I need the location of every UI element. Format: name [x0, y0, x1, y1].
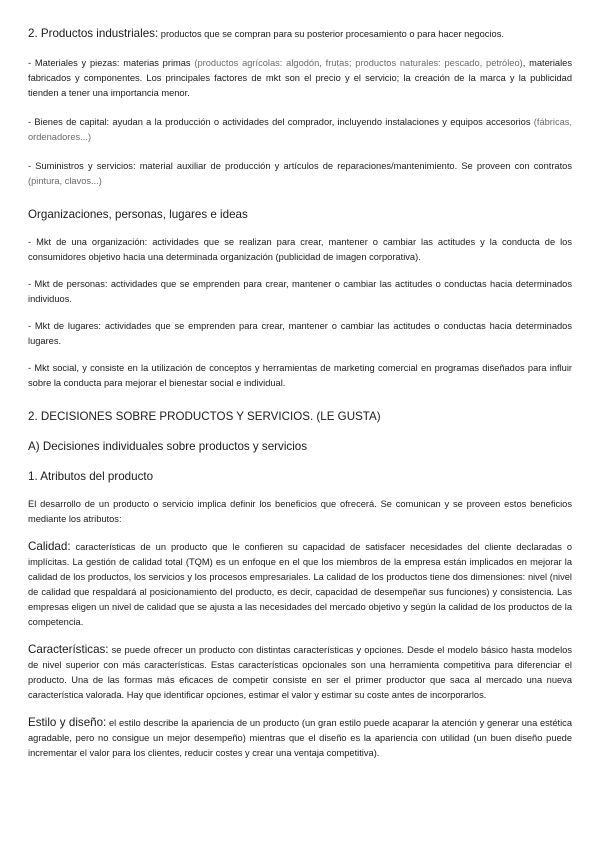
mkt-people-paragraph: - Mkt de personas: actividades que se emprenden para crear, mantener o cambiar las actitudes o conductas hacia determinados individuos. — [28, 279, 572, 304]
features-lead: Características: — [28, 643, 109, 656]
design-lead: Estilo y diseño: — [28, 716, 107, 729]
supplies-lead: - Suministros y servicios: material auxiliar de producción y artículos de reparaciones/mantenimiento. Se proveen con contratos — [28, 161, 572, 171]
materials-rest: , materiales fabricados y componentes. Los principales factores de mkt son el precio y el servicio; la creación de la marca y la publicidad tienden a tener una importancia menor. — [28, 58, 572, 98]
quality-lead: Calidad: — [28, 540, 71, 553]
industrial-products-desc: productos que se compran para su posterior procesamiento o para hacer negocios. — [158, 29, 504, 39]
design-text: el estilo describe la apariencia de un producto (un gran estilo puede acaparar la atención y generar una estética agradable, pero no consigue un mejor desempeño) mientras que el diseño es la apariencia con utilidad (un buen diseño puede incrementar el valor para los clientes, reducir costes y crear una ventaja competitiva). — [28, 718, 572, 758]
mkt-places-paragraph: - Mkt de lugares: actividades que se emprenden para crear, mantener o cambiar las actitudes o conductas hacia determinados lugares. — [28, 321, 572, 346]
attributes-intro-paragraph: El desarrollo de un producto o servicio implica definir los beneficios que ofrecerá. Se comunican y se proveen estos beneficios mediante los atributos: — [28, 499, 572, 524]
capital-goods-paragraph — [28, 115, 572, 145]
capital-goods-examples: (fábricas, ordenadores...) — [28, 117, 572, 142]
industrial-products-paragraph — [28, 26, 572, 42]
quality-paragraph — [28, 539, 572, 630]
quality-text: características de un producto que le confieren su capacidad de satisfacer necesidades del cliente declaradas o implícitas. La gestión de calidad total (TQM) es un enfoque en el que los miembros de la empresa están implicados en mejorar la calidad de los productos, los servicios y los procesos empresariales. La calidad de los productos tiene dos dimensiones: nivel (nivel de calidad que respaldará al posicionamiento del producto, es decir, capacidad de desempeñar sus funciones) y consistencia. Las empresas eligen un nivel de calidad que se ajusta a las necesidades del mercado objetivo y según la calidad de los productos de la competencia. — [28, 542, 572, 627]
individual-decisions-heading: A) Decisiones individuales sobre productos y servicios — [28, 440, 308, 453]
decisions-heading: 2. DECISIONES SOBRE PRODUCTOS Y SERVICIOS. (LE GUSTA) — [28, 410, 381, 423]
mkt-social-paragraph: - Mkt social, y consiste en la utilización de conceptos y herramientas de marketing comercial en programas diseñados para influir sobre la conducta para mejorar el bienestar social e individual. — [28, 363, 572, 388]
materials-paragraph — [28, 56, 572, 101]
capital-goods-lead: - Bienes de capital: ayudan a la producción o actividades del comprador, incluyendo instalaciones y equipos accesorios — [28, 117, 534, 127]
supplies-paragraph — [28, 159, 572, 189]
features-text: se puede ofrecer un producto con distintas características y opciones. Desde el modelo básico hasta modelos de nivel superior con más características. Estas características opcionales son una herramienta competitiva para diferenciar el producto. Una de las formas más eficaces de competir consiste en ser el primer productor que saca al mercado una nueva característica valorada. Hay que identificar opciones, estimar el valor y estimar su coste antes de incorporarlos. — [28, 645, 572, 700]
industrial-products-title: 2. Productos industriales: — [28, 27, 159, 40]
materials-examples: (productos agrícolas: algodón, frutas; productos naturales: pescado, petróleo) — [194, 58, 523, 68]
supplies-examples: (pintura, clavos...) — [28, 176, 102, 186]
mkt-organization-paragraph: - Mkt de una organización: actividades que se realizan para crear, mantener o cambiar las actitudes y la conducta de los consumidores objetivo hacia una determinada organización (publicidad de imagen corporativa). — [28, 237, 572, 262]
organizations-heading: Organizaciones, personas, lugares e ideas — [28, 208, 248, 221]
features-paragraph — [28, 642, 572, 703]
design-paragraph — [28, 715, 572, 761]
attributes-heading: 1. Atributos del producto — [28, 470, 154, 483]
materials-lead: - Materiales y piezas: materias primas — [28, 58, 195, 68]
